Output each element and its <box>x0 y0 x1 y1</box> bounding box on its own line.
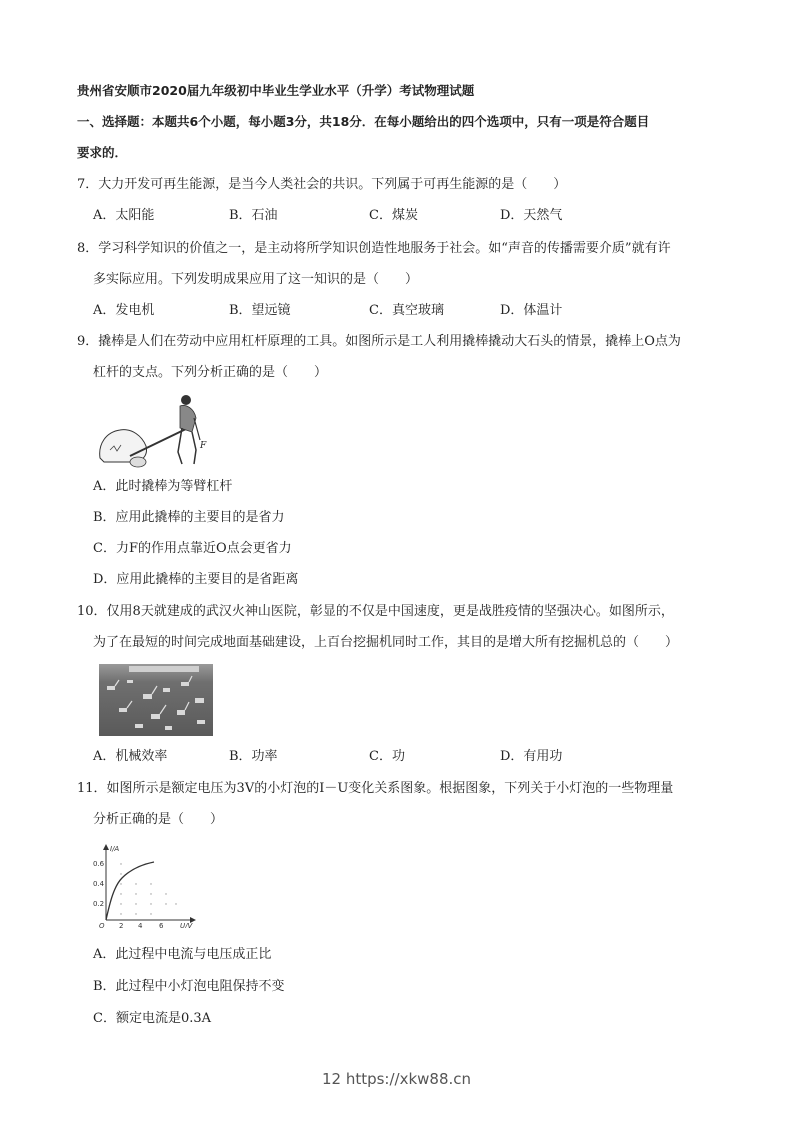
q8-option-d: D．体温计 <box>500 303 563 318</box>
y-axis-label: I/A <box>110 845 120 853</box>
y-tick-0.4: 0.4 <box>93 880 105 888</box>
q10-option-c: C．功 <box>369 749 405 764</box>
q9-option-c: C．力F的作用点靠近O点会更省力 <box>93 541 292 556</box>
iu-graph <box>92 842 202 928</box>
document-title: 贵州省安顺市2020届九年级初中毕业生学业水平（升学）考试物理试题 <box>77 83 475 98</box>
question-11-text-cont: 分析正确的是（ ） <box>93 812 224 827</box>
q10-option-d: D．有用功 <box>500 749 563 764</box>
q10-option-a: A．机械效率 <box>93 749 168 764</box>
question-11-text: 11．如图所示是额定电压为3V的小灯泡的I－U变化关系图象。根据图象，下列关于小灯泡的一些物理量 <box>77 781 674 796</box>
q7-option-d: D．天然气 <box>500 208 563 223</box>
question-10-text: 10．仅用8天就建成的武汉火神山医院，彰显的不仅是中国速度，更是战胜疫情的坚强决心。如图所示， <box>77 604 674 619</box>
q8-option-b: B．望远镜 <box>229 303 291 318</box>
section-heading: 一、选择题：本题共6个小题，每小题3分，共18分．在每小题给出的四个选项中，只有一项是符合题目 <box>77 114 650 129</box>
lever-illustration <box>96 392 216 470</box>
question-8-text-cont: 多实际应用。下列发明成果应用了这一知识的是（ ） <box>93 272 419 287</box>
y-tick-0.6: 0.6 <box>93 860 105 868</box>
section-heading-cont: 要求的． <box>77 145 128 160</box>
footer-url[interactable]: https://xkw88.cn <box>345 1070 472 1088</box>
question-9-text: 9．撬棒是人们在劳动中应用杠杆原理的工具。如图所示是工人利用撬棒撬动大石头的情景，撬棒上O点为 <box>77 334 681 349</box>
q7-option-c: C．煤炭 <box>369 208 418 223</box>
q8-option-a: A．发电机 <box>93 303 155 318</box>
x-tick-2: 2 <box>119 922 124 928</box>
origin-label: O <box>99 922 105 928</box>
x-tick-4: 4 <box>138 922 143 928</box>
q8-option-c: C．真空玻璃 <box>369 303 444 318</box>
q11-option-b: B．此过程中小灯泡电阻保持不变 <box>93 979 285 994</box>
page-footer <box>0 1070 793 1088</box>
q10-option-b: B．功率 <box>229 749 278 764</box>
question-10-text-cont: 为了在最短的时间完成地面基础建设，上百台挖掘机同时工作，其目的是增大所有挖掘机总的（ ） <box>93 635 679 650</box>
q11-option-c: C．额定电流是0.3A <box>93 1011 212 1026</box>
y-tick-0.2: 0.2 <box>93 900 105 908</box>
question-7-text: 7．大力开发可再生能源，是当今人类社会的共识。下列属于可再生能源的是（ ） <box>77 177 567 192</box>
question-8-text: 8．学习科学知识的价值之一，是主动将所学知识创造性地服务于社会。如“声音的传播需要介质”就有许 <box>77 241 671 256</box>
excavators-photo <box>99 664 213 736</box>
q7-option-a: A．太阳能 <box>93 208 155 223</box>
x-tick-6: 6 <box>159 922 164 928</box>
q9-option-a: A．此时撬棒为等臂杠杆 <box>93 479 233 494</box>
q7-option-b: B．石油 <box>229 208 278 223</box>
question-9-text-cont: 杠杆的支点。下列分析正确的是（ ） <box>93 365 328 380</box>
page-number: 12 <box>321 1070 342 1088</box>
q11-option-a: A．此过程中电流与电压成正比 <box>93 947 272 962</box>
force-label: F <box>200 441 207 451</box>
q9-option-b: B．应用此撬棒的主要目的是省力 <box>93 510 285 525</box>
q9-option-d: D．应用此撬棒的主要目的是省距离 <box>93 572 299 587</box>
x-axis-label: U/V <box>180 922 193 928</box>
